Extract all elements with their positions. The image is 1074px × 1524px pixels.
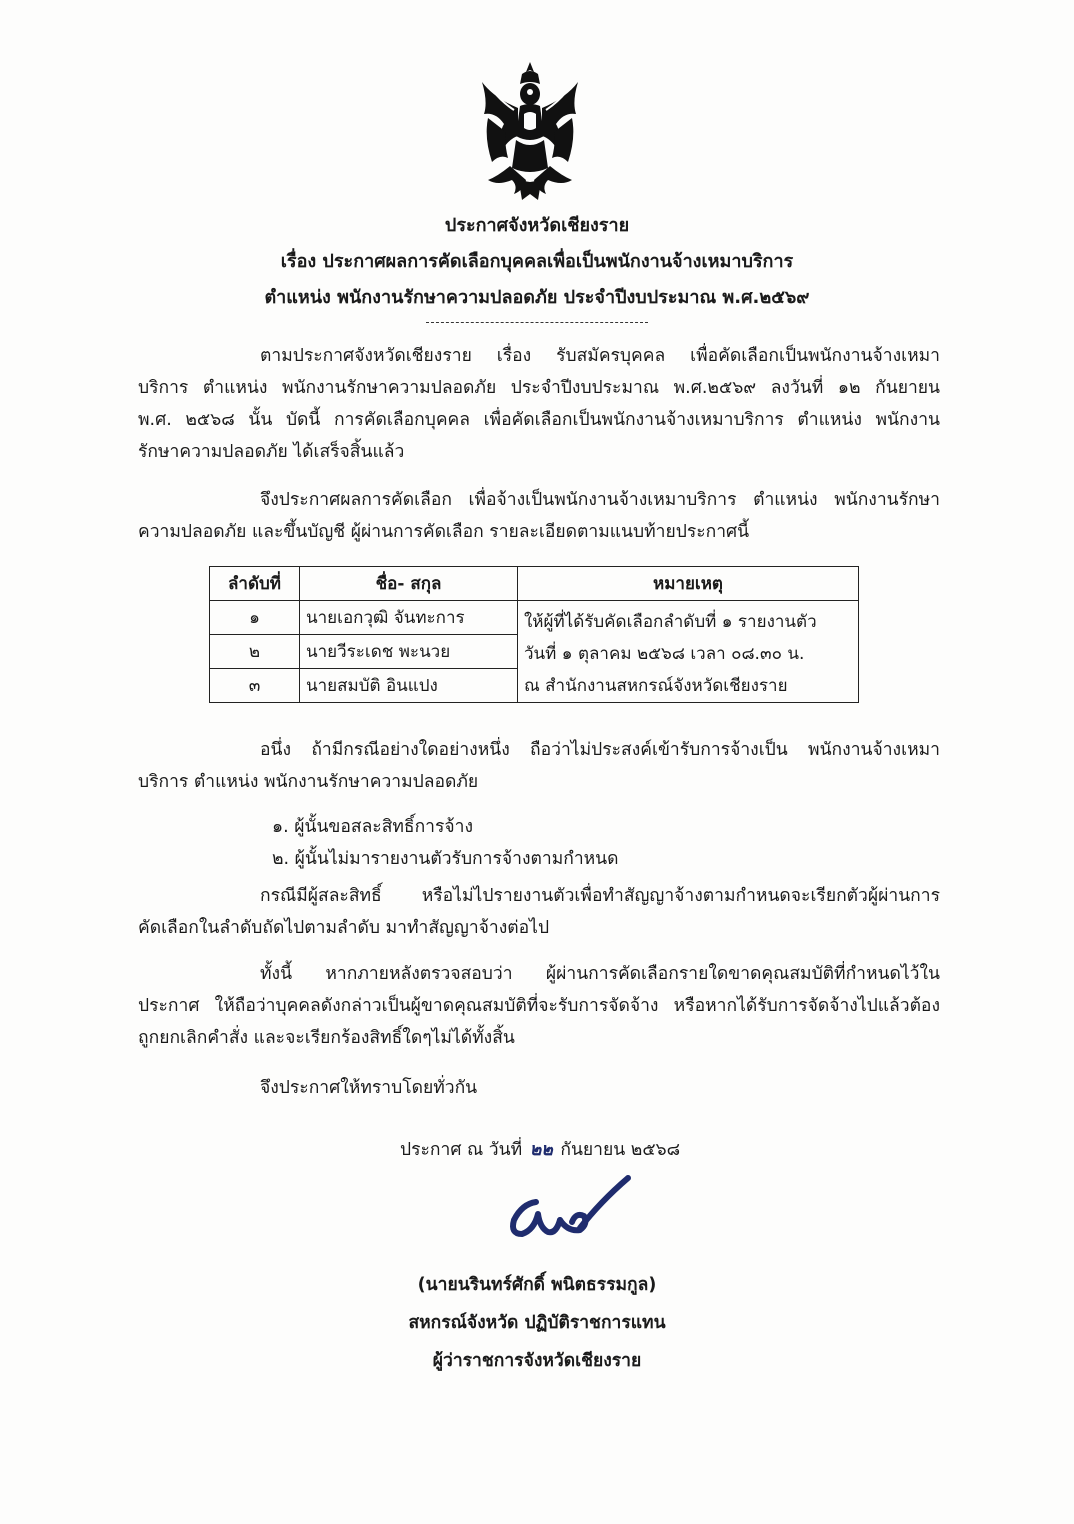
announce-line: จึงประกาศผลการคัดเลือก เพื่อจ้างเป็นพนักงานจ้างเหมาบริการ ตำแหน่ง พนักงานรักษา: [260, 490, 940, 510]
row-name: นายสมบัติ อินแปง: [300, 669, 518, 703]
conditions-line: อนึ่ง ถ้ามีกรณีอย่างใดอย่างหนึ่ง ถือว่าไม่ประสงค์เข้ารับการจ้างเป็น พนักงานจ้างเหมา: [260, 740, 940, 760]
subject-heading: เรื่อง ประกาศผลการคัดเลือกบุคคลเพื่อเป็นพนักงานจ้างเหมาบริการ: [280, 251, 794, 272]
closing-line: จึงประกาศให้ทราบโดยทั่วกัน: [260, 1078, 478, 1098]
intro-line: พ.ศ. ๒๕๖๘ นั้น บัดนี้ การคัดเลือกบุคคล เพื่อคัดเลือกเป็นพนักงานจ้างเหมาบริการ ตำแหน่ง พนักงาน: [138, 410, 940, 430]
issuer-heading: ประกาศจังหวัดเชียงราย: [444, 215, 630, 236]
condition-item: ๒. ผู้นั้นไม่มารายงานตัวรับการจ้างตามกำหนด: [272, 849, 619, 869]
results-table: [209, 566, 859, 703]
row-order: ๒: [210, 635, 300, 669]
condition-item: ๑. ผู้นั้นขอสละสิทธิ์การจ้าง: [272, 817, 474, 837]
date-suffix: กันยายน ๒๕๖๘: [560, 1140, 681, 1160]
remarks-line: วันที่ ๑ ตุลาคม ๒๕๖๘ เวลา ๐๘.๓๐ น.: [524, 644, 805, 664]
signer-title: สหกรณ์จังหวัด ปฏิบัติราชการแทน: [408, 1313, 666, 1333]
header-divider: [426, 322, 648, 323]
intro-line: ตามประกาศจังหวัดเชียงราย เรื่อง รับสมัครบุคคล เพื่อคัดเลือกเป็นพนักงานจ้างเหมา: [260, 346, 940, 366]
signature-icon: [496, 1172, 636, 1254]
remarks-cell: [518, 601, 859, 703]
row-name: นายเอกวุฒิ จันทะการ: [300, 601, 518, 635]
column-header-remarks: หมายเหตุ: [518, 567, 859, 601]
position-heading: ตำแหน่ง พนักงานรักษาความปลอดภัย ประจำปีงบประมาณ พ.ศ.๒๕๖๙: [264, 287, 810, 308]
row-order: ๑: [210, 601, 300, 635]
signer-role: ผู้ว่าราชการจังหวัดเชียงราย: [432, 1351, 642, 1371]
intro-line: บริการ ตำแหน่ง พนักงานรักษาความปลอดภัย ประจำปีงบประมาณ พ.ศ.๒๕๖๙ ลงวันที่ ๑๒ กันยายน: [138, 378, 940, 398]
table-header-row: [210, 567, 859, 601]
signer-name: (นายนรินทร์ศักดิ์ พนิตธรรมกูล): [417, 1275, 657, 1295]
announce-line: ความปลอดภัย และขึ้นบัญชี ผู้ผ่านการคัดเลือก รายละเอียดตามแนบท้ายประกาศนี้: [138, 522, 750, 542]
row-order: ๓: [210, 669, 300, 703]
disqualify-line: ทั้งนี้ หากภายหลังตรวจสอบว่า ผู้ผ่านการคัดเลือกรายใดขาดคุณสมบัติที่กำหนดไว้ใน: [260, 964, 940, 984]
row-name: นายวีระเดช พะนวย: [300, 635, 518, 669]
announce-paragraph: [138, 484, 940, 548]
date-prefix: ประกาศ ณ วันที่: [400, 1140, 523, 1160]
disqualify-paragraph: [138, 958, 940, 1054]
waiver-line: คัดเลือกในลำดับถัดไปตามลำดับ มาทำสัญญาจ้างต่อไป: [138, 918, 550, 938]
conditions-paragraph: [138, 734, 940, 798]
conditions-line: บริการ ตำแหน่ง พนักงานรักษาความปลอดภัย: [138, 772, 479, 792]
waiver-line: กรณีมีผู้สละสิทธิ์ หรือไม่ไปรายงานตัวเพื่อทำสัญญาจ้างตามกำหนดจะเรียกตัวผู้ผ่านการ: [260, 886, 940, 906]
closing-paragraph: [138, 1072, 940, 1104]
announcement-date: [400, 1135, 680, 1163]
table-row: [210, 601, 859, 635]
disqualify-line: ถูกยกเลิกคำสั่ง และจะเรียกร้องสิทธิ์ใดๆไม่ได้ทั้งสิ้น: [138, 1028, 515, 1048]
remarks-line: ณ สำนักงานสหกรณ์จังหวัดเชียงราย: [524, 676, 788, 696]
intro-paragraph: [138, 340, 940, 468]
intro-line: รักษาความปลอดภัย ได้เสร็จสิ้นแล้ว: [138, 442, 405, 462]
disqualify-line: ประกาศ ให้ถือว่าบุคคลดังกล่าวเป็นผู้ขาดคุณสมบัติที่จะรับการจัดจ้าง หรือหากได้รับการจัดจ้างไปแล้วต้อง: [138, 996, 940, 1016]
date-day-handwritten: ๒๒: [529, 1140, 553, 1160]
garuda-emblem-icon: [474, 58, 586, 206]
column-header-order: ลำดับที่: [210, 567, 300, 601]
waiver-paragraph: [138, 880, 940, 944]
remarks-line: ให้ผู้ที่ได้รับคัดเลือกลำดับที่ ๑ รายงานตัว: [524, 612, 817, 632]
column-header-name: ชื่อ- สกุล: [300, 567, 518, 601]
